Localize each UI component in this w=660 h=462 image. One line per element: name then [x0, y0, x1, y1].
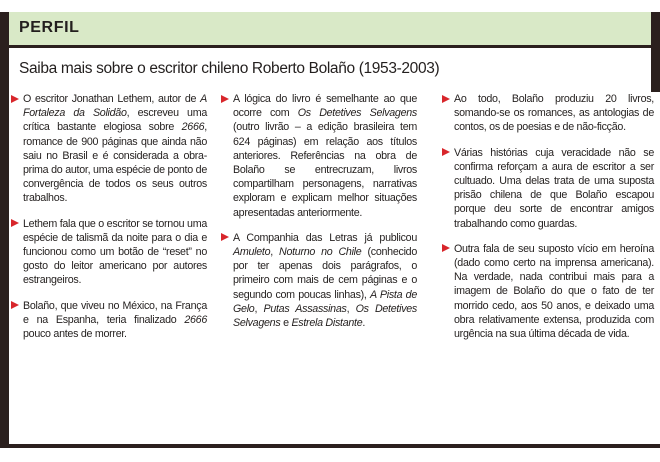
- paragraph-text: O escritor Jonathan Lethem, autor de A Fortaleza da Solidão, escreveu uma crítica bastante elogiosa sobre 2666, romance de 900 páginas que ainda não saiu no Brasil e é considerada a obra-prima do autor, uma espécie de ponto de convergência de todos os seus outros trabalhos.: [23, 93, 207, 205]
- red-triangle-bullet-icon: [442, 95, 450, 103]
- paragraph-text: Várias histórias cuja veracidade não se confirma reforçam a aura de escritor a ser cultuado. Uma delas trata de uma suposta prisão chilena de que Bolaño escapou porque deu sorte de encontrar amigos trabalhando como guardas.: [454, 146, 654, 230]
- paragraph-text: Lethem fala que o escritor se tornou uma espécie de talismã da noite para o dia e funcionou como um botão de “reset” no gosto do leitor americano por autores estrangeiros.: [23, 217, 207, 287]
- bottom-rule-decoration: [0, 444, 660, 448]
- paragraph-text: Outra fala de seu suposto vício em heroína (dado como certo na imprensa americana). Na verdade, nada contribui mais para a imagem de Bolaño do que o fato de ter morrido cedo, aos 50 anos, e deixado uma obra relativamente extensa, produzida com urgência na sua última década de vida.: [454, 242, 654, 341]
- red-triangle-bullet-icon: [442, 244, 450, 252]
- text-column-2: [221, 92, 417, 330]
- red-triangle-bullet-icon: [221, 233, 229, 241]
- body-columns: [9, 92, 660, 437]
- red-triangle-bullet-icon: [11, 219, 19, 227]
- header-band: [9, 12, 651, 48]
- left-rail-decoration: [0, 12, 9, 444]
- text-column-3: [442, 92, 654, 341]
- bullet-paragraph: [442, 242, 654, 341]
- bullet-paragraph: [11, 299, 207, 342]
- paragraph-text: Bolaño, que viveu no México, na França e na Espanha, teria finalizado 2666 pouco antes de morrer.: [23, 299, 207, 341]
- bullet-paragraph: [442, 146, 654, 231]
- bullet-paragraph: [221, 231, 417, 330]
- bullet-paragraph: [442, 92, 654, 135]
- right-rail-decoration: [651, 12, 660, 92]
- red-triangle-bullet-icon: [11, 95, 19, 103]
- red-triangle-bullet-icon: [442, 148, 450, 156]
- bullet-paragraph: [11, 217, 207, 288]
- red-triangle-bullet-icon: [11, 301, 19, 309]
- bullet-paragraph: [11, 92, 207, 206]
- paragraph-text: A Companhia das Letras já publicou Amuleto, Noturno no Chile (conhecido por ter apenas dois parágrafos, o primeiro com mais de cem páginas e o segundo com poucas linhas), A Pista de Gelo, Putas Assassinas, Os Detetives Selvagens e Estrela Distante.: [233, 231, 417, 330]
- paragraph-text: A lógica do livro é semelhante ao que ocorre com Os Detetives Selvagens (outro livrão – a edição brasileira tem 624 páginas) em relação aos títulos anteriores. Referências na obra de Bolaño se entrecruzam, livros compartilham personagens, narrativas exploram e explicam melhor situações apresentadas anteriormente.: [233, 93, 417, 219]
- kicker-label: PERFIL: [19, 19, 80, 36]
- red-triangle-bullet-icon: [221, 95, 229, 103]
- subheadline: Saiba mais sobre o escritor chileno Roberto Bolaño (1953-2003): [19, 60, 440, 77]
- bullet-paragraph: [221, 92, 417, 220]
- text-column-1: [11, 92, 207, 341]
- paragraph-text: Ao todo, Bolaño produziu 20 livros, somando-se os romances, as antologias de contos, os de poesias e de não-ficção.: [454, 93, 654, 134]
